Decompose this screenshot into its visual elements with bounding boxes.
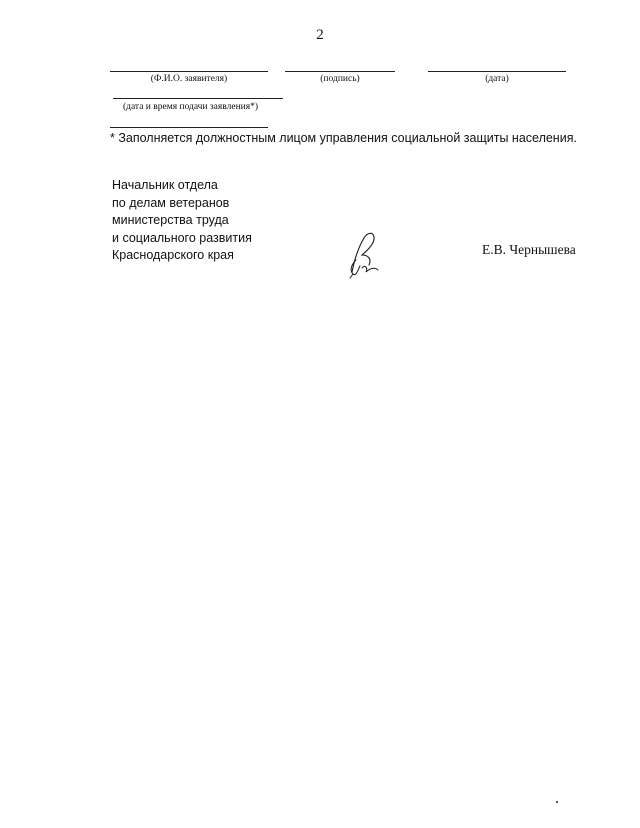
fio-line [110, 71, 268, 72]
submission-caption: (дата и время подачи заявления*) [122, 102, 259, 112]
signature-line [285, 71, 395, 72]
fio-caption: (Ф.И.О. заявителя) [150, 74, 228, 84]
footnote-text: * Заполняется должностным лицом управления социальной защиты населения. [110, 131, 577, 145]
signatory-name: Е.В. Чернышева [482, 242, 576, 257]
date-caption: (дата) [485, 74, 509, 84]
signature-caption: (подпись) [320, 74, 360, 84]
signatory-position [112, 177, 252, 265]
position-line: Начальник отдела [112, 178, 218, 192]
handwritten-signature [338, 228, 388, 280]
date-line [428, 71, 566, 72]
position-line: по делам ветеранов [112, 195, 230, 210]
submission-line [113, 98, 283, 99]
scan-speck [556, 801, 558, 803]
position-line: Краснодарского края [112, 248, 234, 262]
position-line: министерства труда [112, 213, 229, 227]
footnote-separator [110, 127, 268, 128]
page-number: 2 [316, 27, 324, 43]
position-line: и социального развития [112, 230, 252, 245]
